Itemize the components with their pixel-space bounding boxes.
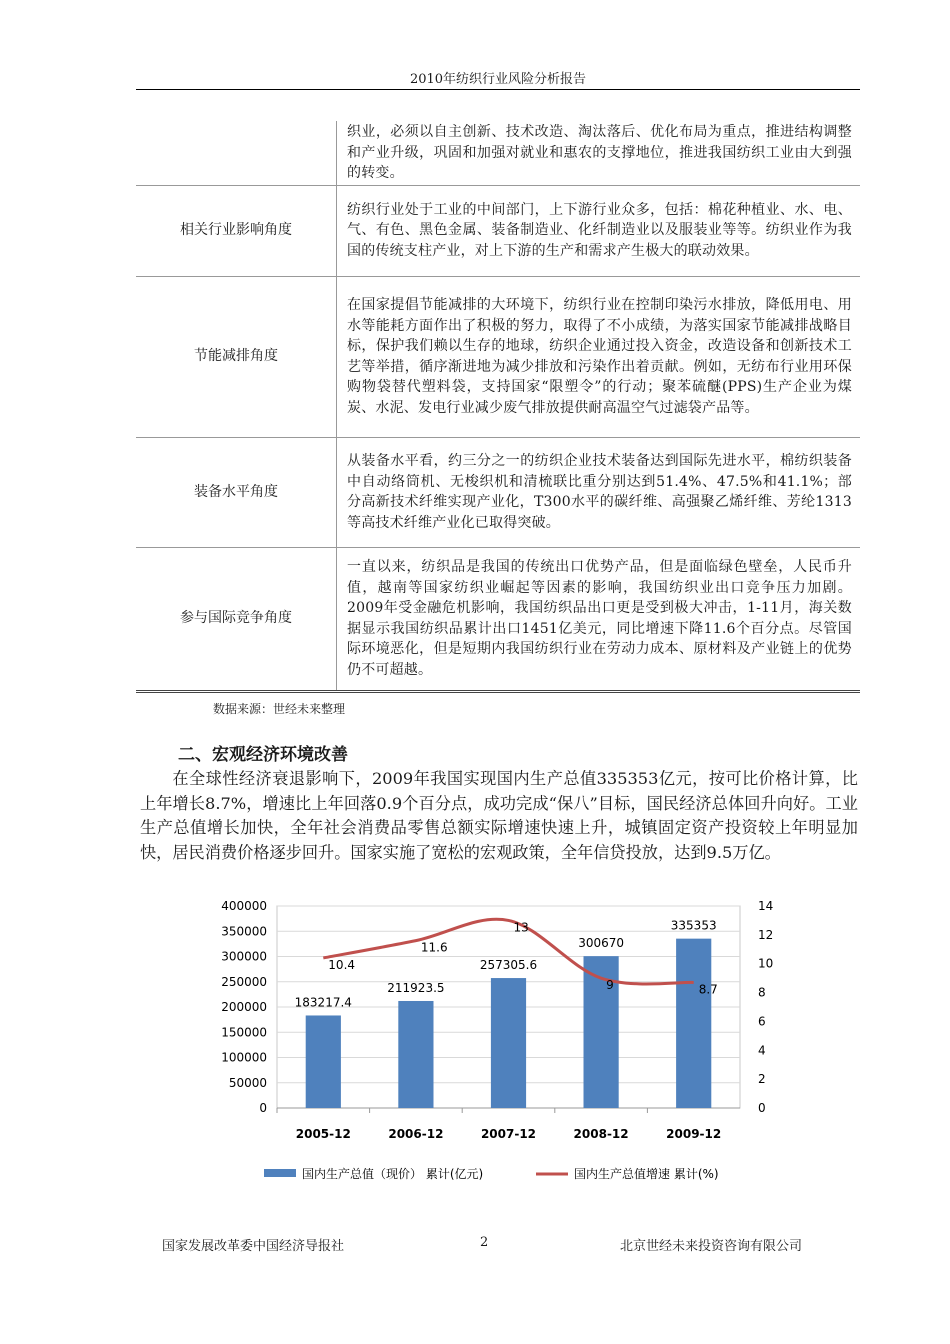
description-cell: 纺织行业处于工业的中间部门，上下游行业众多，包括：棉花种植业、水、电、气、有色、黑色金属、装备制造业、化纤制造业以及服装业等等。纺织业作为我国的传统支柱产业，对上下游的生产和需求产生极大的联动效果。: [337, 185, 861, 276]
y-left-tick-label: 100000: [221, 1050, 267, 1065]
y-left-tick-label: 250000: [221, 974, 267, 989]
bar-data-label: 300670: [578, 936, 625, 951]
y-left-tick-label: 350000: [221, 924, 267, 939]
y-right-tick-label: 2: [758, 1072, 766, 1087]
line-data-label: 13: [513, 920, 529, 935]
x-tick-label: 2006-12: [388, 1127, 444, 1141]
y-left-tick-label: 50000: [228, 1075, 267, 1090]
y-left-tick-label: 200000: [221, 1000, 267, 1014]
line-data-label: 10.4: [328, 957, 356, 972]
page-header: 2010年纺织行业风险分析报告: [409, 72, 587, 87]
table-row: [136, 437, 860, 547]
description-cell: 一直以来，纺织品是我国的传统出口优势产品，但是面临绿色壁垒，人民币升值，越南等国家纺织业崛起等因素的影响，我国纺织业出口竞争压力加剧。2009年受金融危机影响，我国纺织品出口更是受到极大冲击，1-11月，海关数据显示我国纺织品累计出口1451亿美元，同比增速下降11.6个百分点。尽管国际环境恶化，但是短期内我国纺织行业在劳动力成本、原材料及产业链上的优势仍不可超越。: [337, 547, 861, 691]
aspect-cell: 节能减排角度: [136, 276, 337, 437]
footer-company: 北京世经未来投资咨询有限公司: [620, 1239, 803, 1254]
aspect-cell: 装备水平角度: [136, 437, 337, 547]
risk-table: [136, 121, 860, 693]
bar: [306, 1015, 341, 1108]
bar: [676, 939, 711, 1108]
y-left-tick-label: 0: [259, 1101, 267, 1115]
growth-line: [323, 919, 693, 984]
gdp-chart: [200, 893, 780, 1193]
description-cell: 从装备水平看，约三分之一的纺织企业技术装备达到国际先进水平，棉纺织装备中自动络筒机、无梭织机和清梳联比重分别达到51.4%、47.5%和41.1%；部分高新技术纤维实现产业化，T300水平的碳纤维、高强聚乙烯纤维、芳纶1313等高技术纤维产业化已取得突破。: [337, 437, 861, 547]
footer-publisher: 国家发展改革委中国经济导报社: [162, 1239, 345, 1254]
y-right-tick-label: 12: [758, 927, 774, 942]
bar: [491, 978, 526, 1108]
table-row: [136, 276, 860, 437]
x-tick-label: 2007-12: [480, 1127, 537, 1141]
table-row: [136, 185, 860, 276]
y-left-tick-label: 300000: [221, 949, 267, 964]
table-row: [136, 121, 860, 185]
body-paragraph: 在全球性经济衰退影响下，2009年我国实现国内生产总值335353亿元，按可比价格计算，比上年增长8.7%，增速比上年回落0.9个百分点，成功完成“保八”目标，国民经济总体回升向好。工业生产总值增长加快，全年社会消费品零售总额实际增速快速上升，城镇固定资产投资较上年明显加快，居民消费价格逐步回升。国家实施了宽松的宏观政策，全年信贷投放，达到9.5万亿。: [140, 769, 858, 862]
bar-data-label: 257305.6: [479, 958, 538, 973]
data-source-note: 数据来源：世经未来整理: [213, 702, 346, 716]
section-title: 二、宏观经济环境改善: [178, 745, 348, 765]
bar-data-label: 335353: [670, 918, 717, 933]
y-right-tick-label: 10: [758, 956, 774, 971]
y-right-tick-label: 6: [758, 1014, 766, 1029]
aspect-cell: 相关行业影响角度: [136, 185, 337, 276]
y-left-tick-label: 400000: [221, 899, 267, 913]
bar-data-label: 183217.4: [294, 995, 352, 1010]
legend-bar-label: 国内生产总值（现价） 累计(亿元): [302, 1167, 484, 1181]
x-tick-label: 2005-12: [295, 1127, 351, 1141]
y-left-tick-label: 150000: [221, 1025, 267, 1040]
legend-line-label: 国内生产总值增速 累计(%): [574, 1167, 719, 1181]
y-right-tick-label: 0: [758, 1101, 766, 1115]
x-tick-label: 2008-12: [573, 1127, 629, 1141]
y-right-tick-label: 14: [758, 899, 774, 913]
line-data-label: 8.7: [698, 982, 718, 997]
description-cell: 在国家提倡节能减排的大环境下，纺织行业在控制印染污水排放，降低用电、用水等能耗方面作出了积极的努力，取得了不小成绩，为落实国家节能减排战略目标，保护我们赖以生存的地球，纺织企业通过投入资金，改造设备和创新技术工艺等举措，循序渐进地为减少排放和污染作出着贡献。例如，无纺布行业用环保购物袋替代塑料袋，支持国家“限塑令”的行动；聚苯硫醚(PPS)生产企业为煤炭、水泥、发电行业减少废气排放提供耐高温空气过滤袋产品等。: [337, 276, 861, 437]
line-data-label: 9: [606, 978, 614, 993]
y-right-tick-label: 8: [758, 985, 766, 1000]
aspect-cell: [136, 121, 337, 185]
header-rule: [136, 89, 860, 90]
aspect-cell: 参与国际竞争角度: [136, 547, 337, 691]
table-row: [136, 547, 860, 691]
bar: [398, 1001, 433, 1108]
x-tick-label: 2009-12: [666, 1127, 722, 1141]
description-cell: 织业，必须以自主创新、技术改造、淘汰落后、优化布局为重点，推进结构调整和产业升级，巩固和加强对就业和惠农的支撑地位，推进我国纺织工业由大到强的转变。: [337, 121, 861, 185]
bar-data-label: 211923.5: [387, 980, 445, 995]
y-right-tick-label: 4: [758, 1043, 766, 1058]
legend-bar-swatch: [264, 1169, 296, 1177]
line-data-label: 11.6: [420, 940, 448, 955]
page-number: 2: [480, 1235, 489, 1250]
